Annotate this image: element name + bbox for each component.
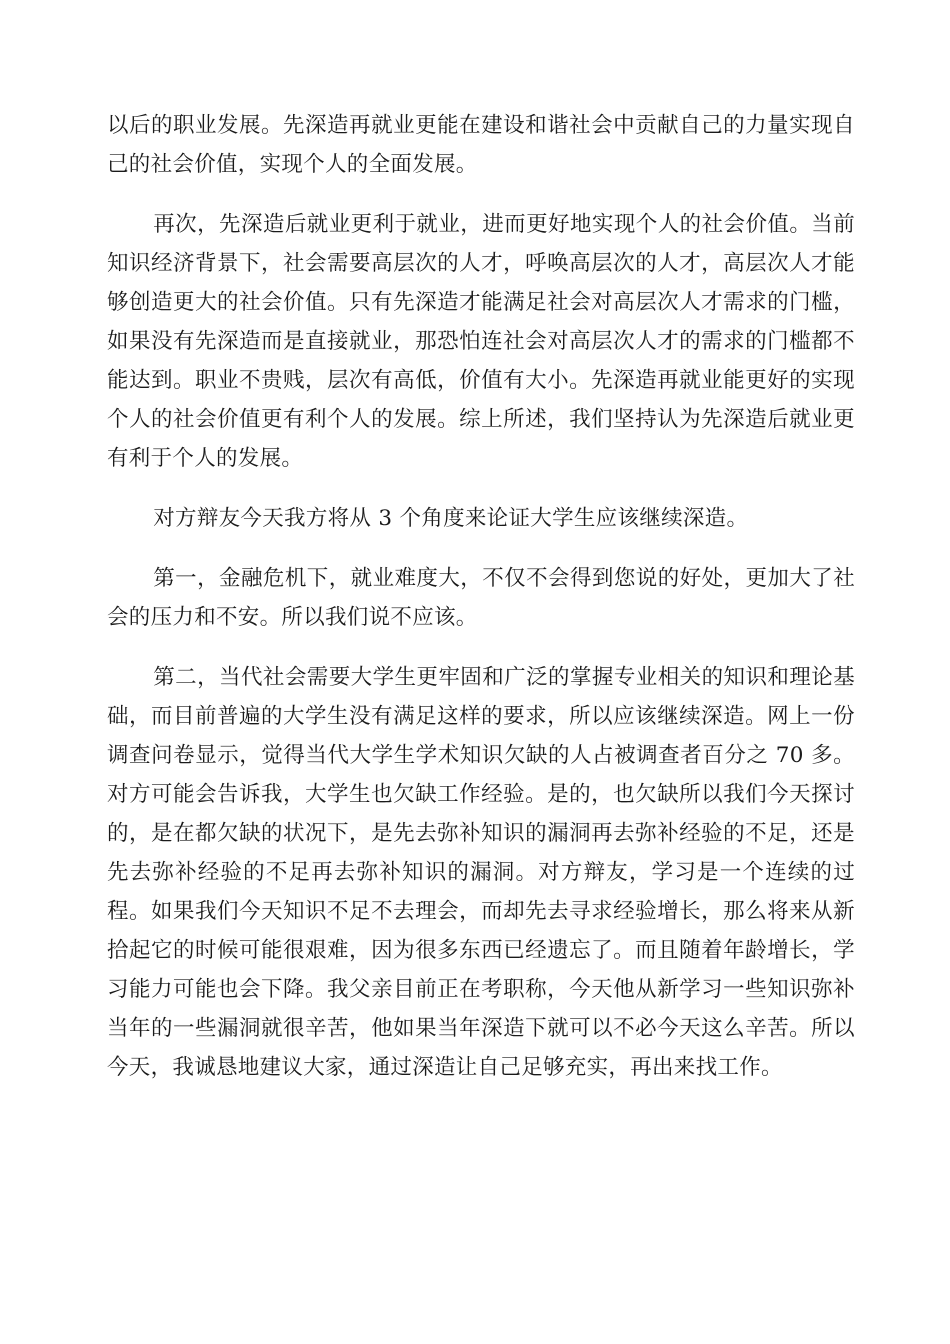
paragraph-1: 以后的职业发展。先深造再就业更能在建设和谐社会中贡献自己的力量实现自己的社会价值，实现个人的全面发展。 <box>107 113 855 177</box>
paragraph-5: 第二，当代社会需要大学生更牢固和广泛的掌握专业相关的知识和理论基础，而目前普遍的大学生没有满足这样的要求，所以应该继续深造。网上一份调查问卷显示，觉得当代大学生学术知识欠缺的人占被调查者百分之 70 多。对方可能会告诉我，大学生也欠缺工作经验。是的，也欠缺所以我们今天探讨的，是在都欠缺的状况下，是先去弥补知识的漏洞再去弥补经验的不足，还是先去弥补经验的不足再去弥补知识的漏洞。对方辩友，学习是一个连续的过程。如果我们今天知识不足不去理会，而却先去寻求经验增长，那么将来从新拾起它的时候可能很艰难，因为很多东西已经遗忘了。而且随着年龄增长，学习能力可能也会下降。我父亲目前正在考职称，今天他从新学习一些知识弥补当年的一些漏洞就很辛苦，他如果当年深造下就可以不必今天这么辛苦。所以今天，我诚恳地建议大家，通过深造让自己足够充实，再出来找工作。 <box>107 665 855 1080</box>
document-body <box>107 106 855 1108</box>
paragraph-3: 对方辩友今天我方将从 3 个角度来论证大学生应该继续深造。 <box>153 506 749 531</box>
paragraph-2: 再次，先深造后就业更利于就业，进而更好地实现个人的社会价值。当前知识经济背景下，社会需要高层次的人才，呼唤高层次的人才，高层次人才能够创造更大的社会价值。只有先深造才能满足社会对高层次人才需求的门槛，如果没有先深造而是直接就业，那恐怕连社会对高层次人才的需求的门槛都不能达到。职业不贵贱，层次有高低，价值有大小。先深造再就业能更好的实现个人的社会价值更有利个人的发展。综上所述，我们坚持认为先深造后就业更有利于个人的发展。 <box>107 212 855 471</box>
paragraph-4: 第一，金融危机下，就业难度大，不仅不会得到您说的好处，更加大了社会的压力和不安。所以我们说不应该。 <box>107 566 855 630</box>
